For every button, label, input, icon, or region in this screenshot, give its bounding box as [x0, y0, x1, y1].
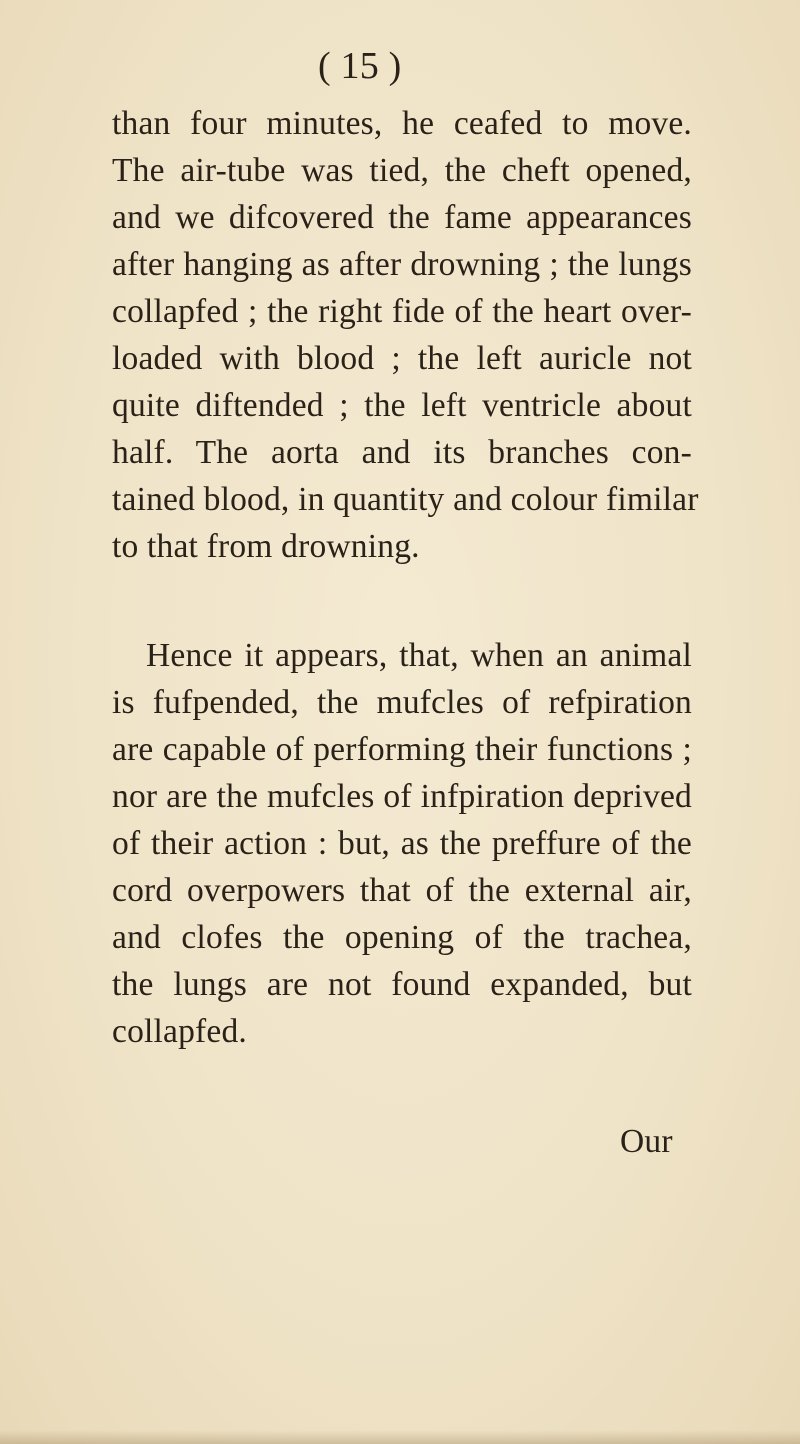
paragraph-2-line: is fufpended, the mufcles of refpiration — [112, 684, 692, 721]
paragraph-1-line: The air-tube was tied, the cheft opened, — [112, 152, 692, 189]
catchword: Our — [620, 1123, 673, 1160]
paragraph-2-line: collapfed. — [112, 1013, 248, 1050]
paragraph-1-line: half. The aorta and its branches con- — [112, 434, 692, 471]
paragraph-2-line: of their action : but, as the preffure of the — [112, 825, 692, 862]
paragraph-2-line: the lungs are not found expanded, but — [112, 966, 692, 1003]
paragraph-1-line: and we difcovered the fame appearances — [112, 199, 692, 236]
paragraph-2-line: and clofes the opening of the trachea, — [112, 919, 692, 956]
paragraph-1-line: than four minutes, he ceafed to move. — [112, 105, 692, 142]
paragraph-1-line: tained blood, in quantity and colour fimilar — [112, 481, 699, 518]
paragraph-2-line: cord overpowers that of the external air, — [112, 872, 692, 909]
paragraph-1 — [112, 100, 699, 570]
paragraph-1-line: quite diftended ; the left ventricle about — [112, 387, 692, 424]
paragraph-2 — [112, 632, 692, 1055]
paragraph-1-line: to that from drowning. — [112, 528, 420, 565]
paragraph-1-line: after hanging as after drowning ; the lungs — [112, 246, 692, 283]
paragraph-2-line: Hence it appears, that, when an animal — [146, 637, 692, 674]
page-bottom-edge — [0, 1430, 800, 1444]
paragraph-1-line: loaded with blood ; the left auricle not — [112, 340, 692, 377]
paragraph-2-line: nor are the mufcles of infpiration deprived — [112, 778, 692, 815]
page-number: ( 15 ) — [318, 45, 402, 87]
paragraph-2-line: are capable of performing their functions ; — [112, 731, 692, 768]
paragraph-1-line: collapfed ; the right fide of the heart over- — [112, 293, 692, 330]
